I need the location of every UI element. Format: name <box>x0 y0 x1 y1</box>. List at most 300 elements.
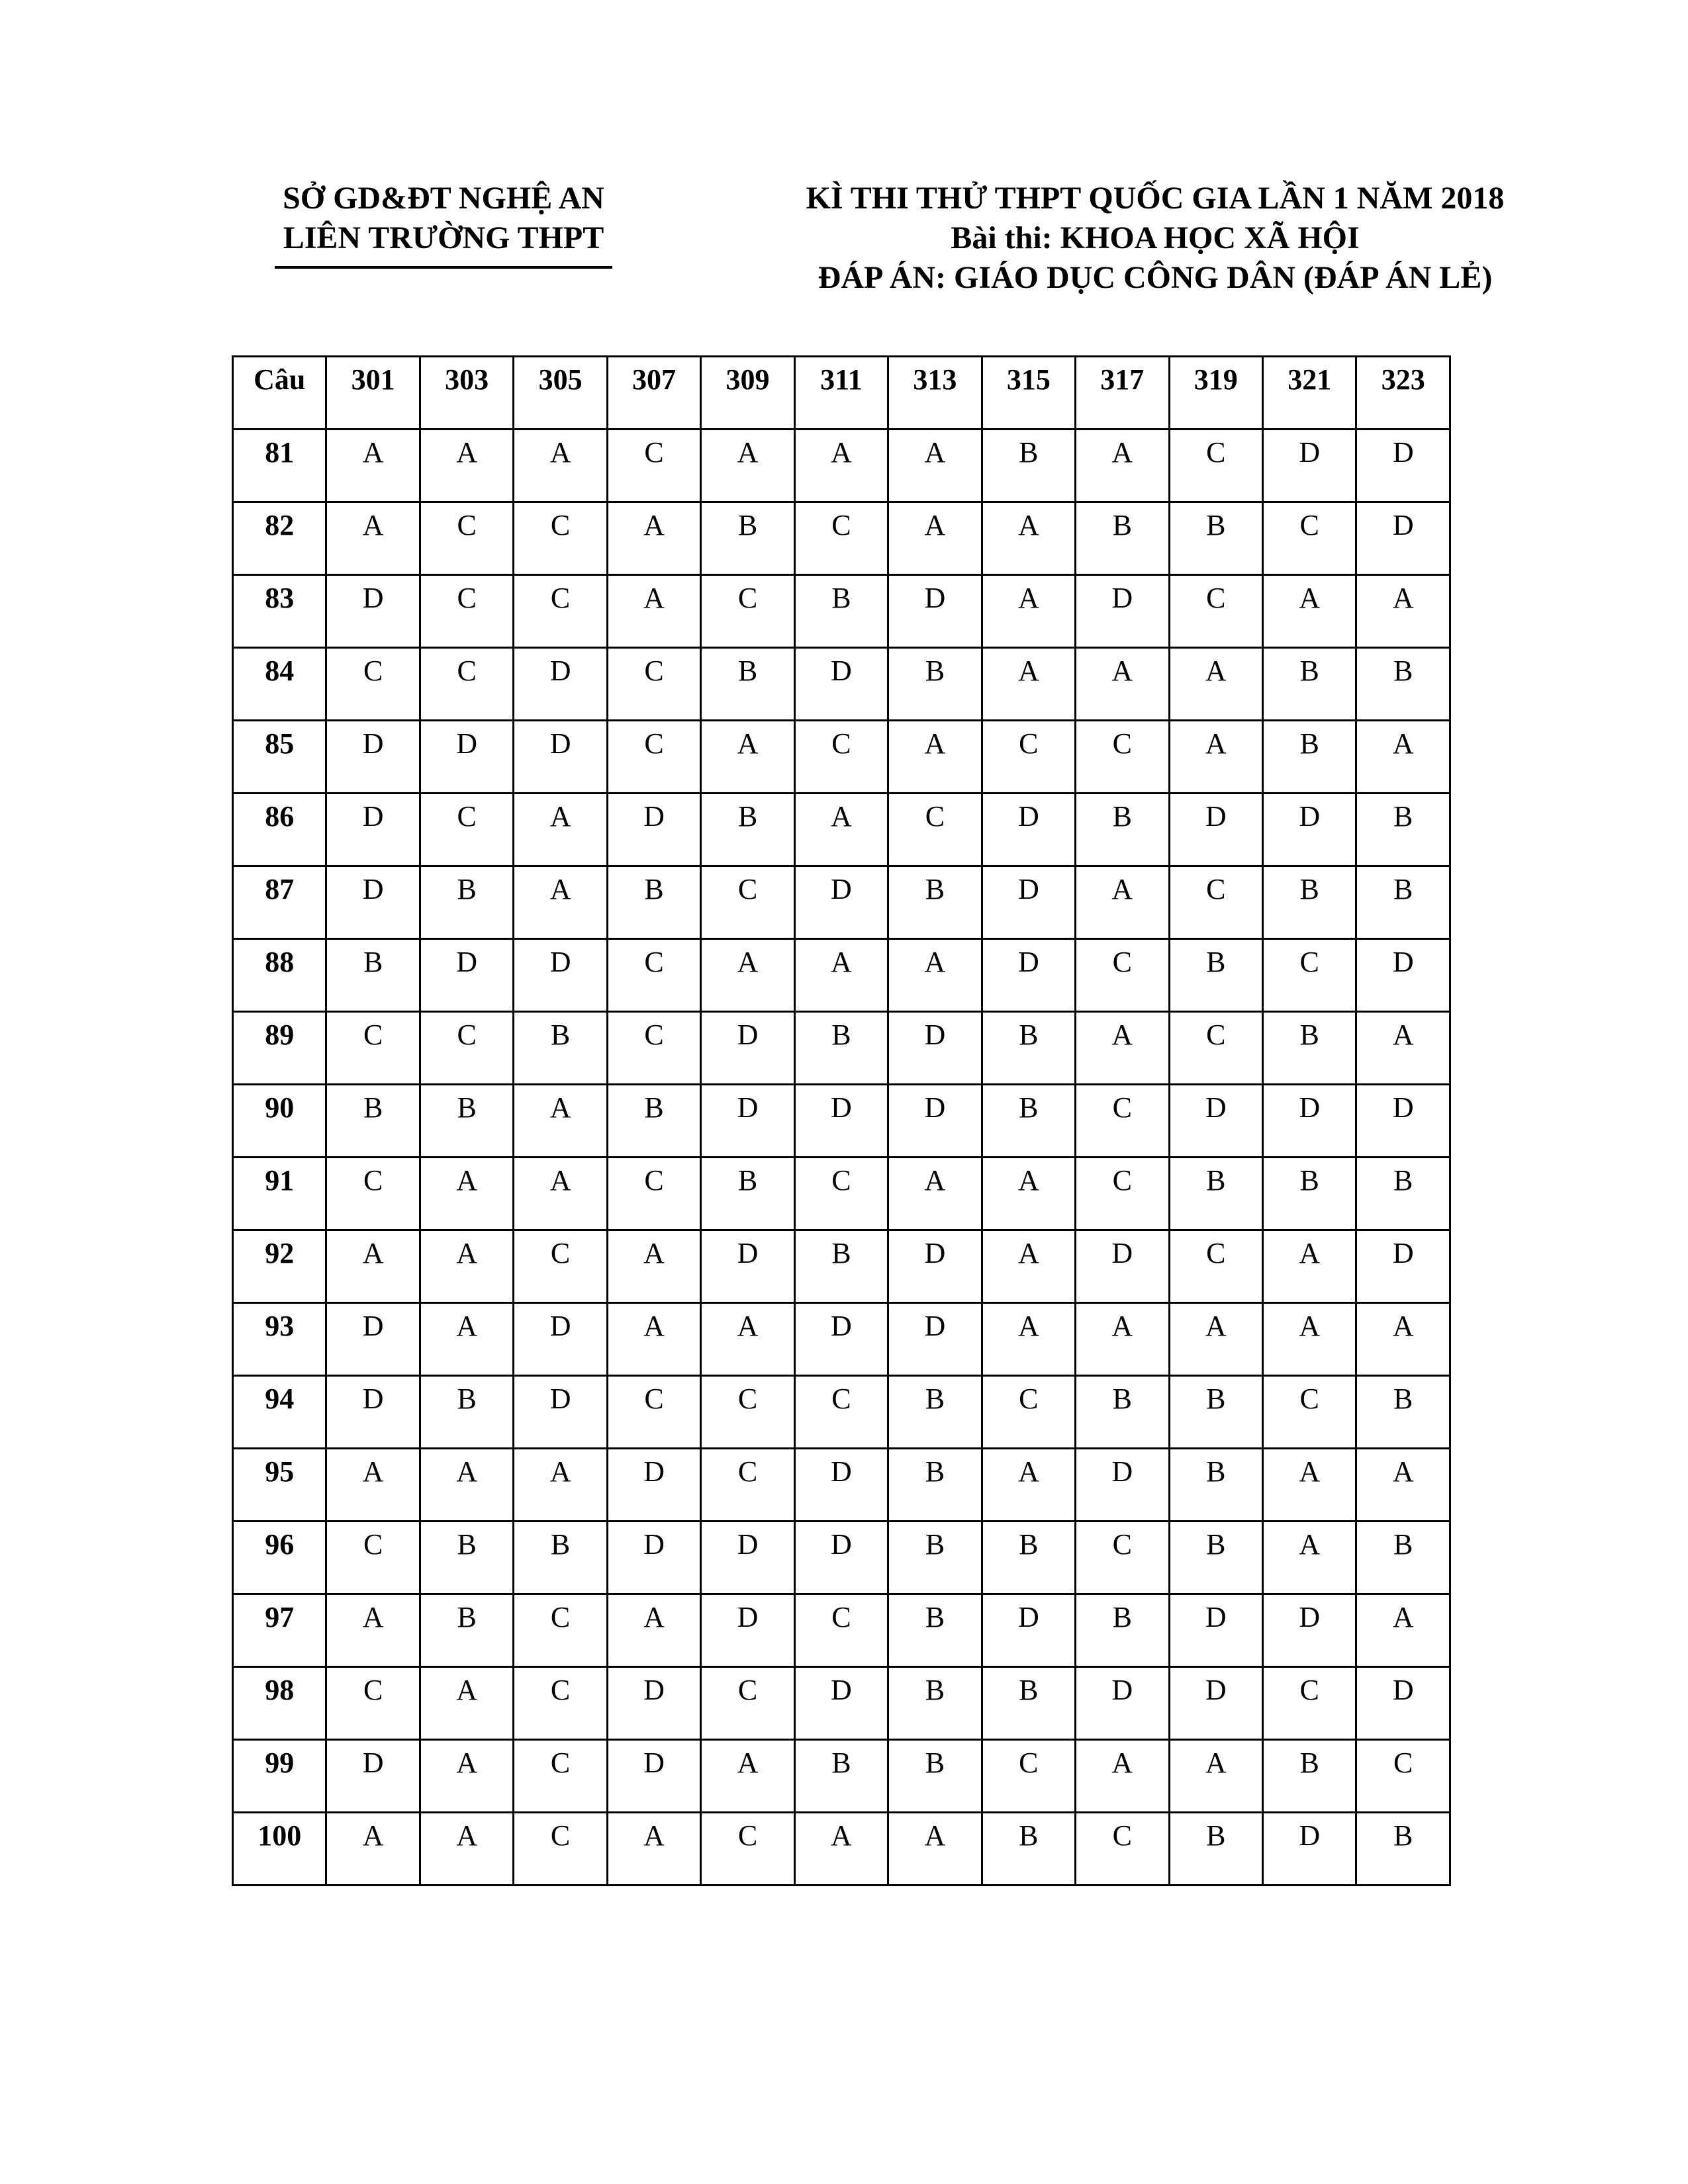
table-row <box>233 866 1450 939</box>
answer-cell: C <box>1356 1740 1450 1813</box>
answer-cell: B <box>701 502 794 575</box>
answer-cell: C <box>514 575 607 648</box>
answer-cell: B <box>1356 648 1450 721</box>
answer-cell: D <box>1169 1667 1262 1740</box>
question-number: 81 <box>233 430 326 502</box>
answer-cell: D <box>1076 1667 1169 1740</box>
answer-cell: B <box>1262 1158 1356 1230</box>
answer-cell: D <box>607 794 700 866</box>
answer-cell: A <box>794 939 888 1012</box>
answer-cell: B <box>1169 1376 1262 1449</box>
answer-cell: D <box>607 1740 700 1813</box>
column-header-exam-code: 313 <box>888 357 982 430</box>
answer-cell: D <box>701 1085 794 1158</box>
answer-cell: C <box>420 502 513 575</box>
answer-cell: B <box>982 1522 1075 1594</box>
answer-cell: A <box>982 575 1075 648</box>
exam-header <box>748 179 1562 298</box>
answer-cell: D <box>794 648 888 721</box>
answer-cell: D <box>326 1376 420 1449</box>
answer-cell: A <box>701 430 794 502</box>
answer-cell: C <box>514 502 607 575</box>
answer-cell: C <box>701 866 794 939</box>
answer-cell: A <box>1076 430 1169 502</box>
question-number: 96 <box>233 1522 326 1594</box>
answer-cell: D <box>607 1449 700 1522</box>
answer-cell: A <box>701 1740 794 1813</box>
answer-cell: A <box>1169 648 1262 721</box>
answer-cell: B <box>420 1594 513 1667</box>
column-header-exam-code: 315 <box>982 357 1075 430</box>
answer-cell: D <box>888 1085 982 1158</box>
answer-cell: C <box>701 1376 794 1449</box>
answer-cell: C <box>794 721 888 794</box>
question-number: 84 <box>233 648 326 721</box>
question-number: 89 <box>233 1012 326 1085</box>
answer-cell: A <box>1076 1012 1169 1085</box>
answer-cell: D <box>1076 575 1169 648</box>
answer-cell: C <box>514 1813 607 1886</box>
answer-cell: A <box>326 1813 420 1886</box>
school-header <box>252 179 635 269</box>
answer-cell: B <box>982 1085 1075 1158</box>
answer-cell: B <box>1356 794 1450 866</box>
answer-cell: A <box>888 939 982 1012</box>
answer-cell: C <box>701 575 794 648</box>
column-header-exam-code: 321 <box>1262 357 1356 430</box>
table-row <box>233 502 1450 575</box>
answer-cell: B <box>1169 1522 1262 1594</box>
answer-cell: D <box>607 1667 700 1740</box>
answer-cell: B <box>420 1522 513 1594</box>
answer-cell: C <box>794 502 888 575</box>
answer-cell: C <box>1169 1230 1262 1303</box>
answer-cell: A <box>420 1667 513 1740</box>
department-name: SỞ GD&ĐT NGHỆ AN <box>283 181 604 216</box>
answer-cell: B <box>1356 1813 1450 1886</box>
answer-cell: A <box>514 866 607 939</box>
answer-cell: B <box>794 1740 888 1813</box>
answer-cell: D <box>420 939 513 1012</box>
answer-cell: B <box>1356 1376 1450 1449</box>
answer-cell: C <box>701 1813 794 1886</box>
answer-cell: D <box>794 1522 888 1594</box>
answer-cell: C <box>326 1158 420 1230</box>
answer-cell: C <box>420 648 513 721</box>
question-number: 95 <box>233 1449 326 1522</box>
answer-cell: C <box>888 794 982 866</box>
column-header-exam-code: 317 <box>1076 357 1169 430</box>
table-row <box>233 1012 1450 1085</box>
answer-cell: B <box>1169 1813 1262 1886</box>
answer-cell: C <box>982 721 1075 794</box>
question-number: 83 <box>233 575 326 648</box>
answer-cell: A <box>1356 1594 1450 1667</box>
answer-cell: C <box>982 1376 1075 1449</box>
answer-cell: D <box>1356 1085 1450 1158</box>
answer-cell: B <box>888 1376 982 1449</box>
answer-cell: B <box>420 866 513 939</box>
question-number: 85 <box>233 721 326 794</box>
answer-cell: D <box>420 721 513 794</box>
answer-cell: C <box>1076 1522 1169 1594</box>
answer-cell: A <box>1076 1303 1169 1376</box>
answer-cell: C <box>1262 502 1356 575</box>
answer-cell: B <box>888 1522 982 1594</box>
answer-cell: D <box>326 866 420 939</box>
answer-cell: D <box>701 1230 794 1303</box>
answer-cell: C <box>514 1594 607 1667</box>
table-row <box>233 1085 1450 1158</box>
answer-cell: D <box>794 1085 888 1158</box>
answer-cell: D <box>701 1012 794 1085</box>
answer-cell: B <box>1356 1522 1450 1594</box>
answer-cell: D <box>1169 794 1262 866</box>
answer-cell: C <box>326 648 420 721</box>
answer-cell: A <box>607 575 700 648</box>
column-header-exam-code: 303 <box>420 357 513 430</box>
answer-cell: A <box>326 502 420 575</box>
answer-cell: B <box>982 1813 1075 1886</box>
answer-cell: B <box>1169 502 1262 575</box>
answer-cell: A <box>888 721 982 794</box>
exam-subject-line <box>748 218 1562 258</box>
question-number: 97 <box>233 1594 326 1667</box>
answer-cell: A <box>1169 721 1262 794</box>
answer-cell: A <box>888 1813 982 1886</box>
table-body <box>233 430 1450 1886</box>
answer-cell: C <box>420 794 513 866</box>
answer-cell: B <box>1356 866 1450 939</box>
answer-cell: B <box>607 1085 700 1158</box>
answer-cell: A <box>326 430 420 502</box>
answer-cell: B <box>1076 502 1169 575</box>
answer-cell: D <box>982 794 1075 866</box>
answer-cell: A <box>982 648 1075 721</box>
answer-cell: C <box>701 1667 794 1740</box>
answer-cell: C <box>701 1449 794 1522</box>
answer-cell: B <box>1262 1012 1356 1085</box>
answer-cell: B <box>982 1012 1075 1085</box>
answer-cell: A <box>607 1230 700 1303</box>
table-row <box>233 1376 1450 1449</box>
question-number: 86 <box>233 794 326 866</box>
question-number: 98 <box>233 1667 326 1740</box>
answer-cell: D <box>982 866 1075 939</box>
answer-cell: D <box>326 1740 420 1813</box>
answer-cell: C <box>794 1158 888 1230</box>
answer-cell: A <box>982 1449 1075 1522</box>
answer-cell: A <box>607 1303 700 1376</box>
answer-cell: D <box>1169 1594 1262 1667</box>
answer-cell: A <box>1169 1303 1262 1376</box>
answer-cell: C <box>1076 1085 1169 1158</box>
answer-cell: D <box>888 1230 982 1303</box>
answer-cell: C <box>514 1230 607 1303</box>
answer-cell: A <box>326 1449 420 1522</box>
question-number: 94 <box>233 1376 326 1449</box>
answer-cell: A <box>701 939 794 1012</box>
answer-cell: B <box>1076 794 1169 866</box>
answer-key-title: ĐÁP ÁN: GIÁO DỤC CÔNG DÂN (ĐÁP ÁN LẺ) <box>818 260 1493 295</box>
column-header-exam-code: 301 <box>326 357 420 430</box>
answer-cell: C <box>794 1594 888 1667</box>
answer-cell: D <box>326 794 420 866</box>
answer-cell: D <box>1076 1449 1169 1522</box>
table-row <box>233 1667 1450 1740</box>
header-underline <box>275 266 612 269</box>
answer-cell: D <box>794 1303 888 1376</box>
answer-cell: B <box>1076 1594 1169 1667</box>
answer-cell: C <box>1262 1376 1356 1449</box>
answer-cell: A <box>1262 1303 1356 1376</box>
answer-cell: B <box>1262 648 1356 721</box>
answer-cell: A <box>1356 1012 1450 1085</box>
answer-cell: B <box>888 1594 982 1667</box>
answer-cell: B <box>701 1158 794 1230</box>
table-row <box>233 1522 1450 1594</box>
answer-cell: A <box>420 430 513 502</box>
question-number: 100 <box>233 1813 326 1886</box>
answer-cell: B <box>514 1522 607 1594</box>
answer-cell: C <box>1169 430 1262 502</box>
answer-cell: C <box>607 648 700 721</box>
answer-cell: D <box>794 1449 888 1522</box>
answer-cell: A <box>607 502 700 575</box>
table-row <box>233 939 1450 1012</box>
table-header-row <box>233 357 1450 430</box>
answer-cell: B <box>420 1376 513 1449</box>
answer-cell: D <box>514 939 607 1012</box>
answer-cell: A <box>1076 866 1169 939</box>
answer-cell: A <box>1262 1522 1356 1594</box>
answer-cell: A <box>607 1594 700 1667</box>
table-row <box>233 575 1450 648</box>
answer-cell: B <box>1076 1376 1169 1449</box>
answer-cell: B <box>888 866 982 939</box>
answer-cell: D <box>326 575 420 648</box>
question-number: 91 <box>233 1158 326 1230</box>
answer-cell: D <box>1262 1813 1356 1886</box>
answer-cell: B <box>888 1667 982 1740</box>
answer-cell: A <box>607 1813 700 1886</box>
answer-cell: D <box>1076 1230 1169 1303</box>
answer-cell: A <box>420 1230 513 1303</box>
column-header-exam-code: 307 <box>607 357 700 430</box>
answer-cell: A <box>326 1594 420 1667</box>
answer-cell: C <box>420 1012 513 1085</box>
answer-cell: D <box>888 575 982 648</box>
answer-cell: C <box>1076 1813 1169 1886</box>
answer-cell: A <box>701 721 794 794</box>
question-number: 99 <box>233 1740 326 1813</box>
answer-cell: A <box>1262 1449 1356 1522</box>
answer-cell: A <box>794 1813 888 1886</box>
column-header-exam-code: 323 <box>1356 357 1450 430</box>
answer-cell: A <box>794 430 888 502</box>
answer-cell: B <box>982 1667 1075 1740</box>
answer-cell: D <box>1356 1667 1450 1740</box>
answer-cell: A <box>701 1303 794 1376</box>
question-number: 87 <box>233 866 326 939</box>
table-row <box>233 1449 1450 1522</box>
column-header-exam-code: 305 <box>514 357 607 430</box>
answer-cell: A <box>982 502 1075 575</box>
answer-cell: C <box>1076 721 1169 794</box>
answer-cell: A <box>794 794 888 866</box>
answer-cell: A <box>1262 575 1356 648</box>
answer-cell: D <box>1262 794 1356 866</box>
answer-cell: C <box>326 1012 420 1085</box>
answer-cell: A <box>1262 1230 1356 1303</box>
answer-cell: A <box>420 1740 513 1813</box>
answer-cell: B <box>326 939 420 1012</box>
answer-cell: D <box>794 1667 888 1740</box>
answer-cell: B <box>1169 939 1262 1012</box>
answer-cell: B <box>1262 721 1356 794</box>
table-row <box>233 1594 1450 1667</box>
exam-title: KÌ THI THỬ THPT QUỐC GIA LẦN 1 NĂM 2018 <box>806 181 1505 216</box>
answer-cell: D <box>701 1594 794 1667</box>
answer-cell: C <box>1076 939 1169 1012</box>
answer-cell: C <box>1169 866 1262 939</box>
answer-cell: B <box>982 430 1075 502</box>
answer-cell: D <box>982 939 1075 1012</box>
school-name: LIÊN TRƯỜNG THPT <box>283 220 604 255</box>
answer-cell: C <box>326 1667 420 1740</box>
answer-cell: D <box>326 1303 420 1376</box>
answer-cell: C <box>607 721 700 794</box>
column-header-exam-code: 319 <box>1169 357 1262 430</box>
answer-cell: B <box>514 1012 607 1085</box>
answer-cell: A <box>420 1158 513 1230</box>
exam-subject-value: KHOA HỌC XÃ HỘI <box>1052 220 1360 255</box>
answer-cell: B <box>326 1085 420 1158</box>
answer-cell: D <box>888 1012 982 1085</box>
answer-cell: A <box>514 430 607 502</box>
answer-cell: B <box>794 1012 888 1085</box>
answer-cell: B <box>607 866 700 939</box>
answer-cell: B <box>701 648 794 721</box>
answer-cell: C <box>326 1522 420 1594</box>
table-row <box>233 721 1450 794</box>
table-row <box>233 1740 1450 1813</box>
answer-cell: A <box>1356 575 1450 648</box>
answer-cell: D <box>1169 1085 1262 1158</box>
answer-cell: A <box>326 1230 420 1303</box>
answer-cell: A <box>420 1449 513 1522</box>
answer-cell: B <box>420 1085 513 1158</box>
answer-cell: A <box>982 1303 1075 1376</box>
answer-cell: A <box>1076 648 1169 721</box>
answer-cell: D <box>1356 939 1450 1012</box>
answer-cell: A <box>1169 1740 1262 1813</box>
question-number: 92 <box>233 1230 326 1303</box>
answer-cell: A <box>514 794 607 866</box>
answer-cell: A <box>420 1303 513 1376</box>
column-header-exam-code: 311 <box>794 357 888 430</box>
answer-cell: A <box>1356 1303 1450 1376</box>
answer-cell: C <box>514 1667 607 1740</box>
answer-cell: D <box>1262 1594 1356 1667</box>
answer-cell: B <box>1169 1158 1262 1230</box>
answer-cell: A <box>514 1449 607 1522</box>
answer-cell: B <box>794 575 888 648</box>
answer-cell: D <box>701 1522 794 1594</box>
answer-cell: C <box>607 1376 700 1449</box>
answer-cell: C <box>1262 939 1356 1012</box>
answer-cell: C <box>607 430 700 502</box>
answer-cell: D <box>514 1303 607 1376</box>
answer-cell: A <box>888 502 982 575</box>
answer-cell: A <box>514 1158 607 1230</box>
answer-cell: D <box>514 648 607 721</box>
table-row <box>233 1303 1450 1376</box>
answer-cell: C <box>607 1158 700 1230</box>
answer-cell: A <box>888 1158 982 1230</box>
answer-cell: D <box>326 721 420 794</box>
answer-cell: B <box>888 1740 982 1813</box>
answer-cell: D <box>982 1594 1075 1667</box>
table-row <box>233 430 1450 502</box>
answer-cell: C <box>1169 575 1262 648</box>
answer-cell: B <box>701 794 794 866</box>
answer-cell: A <box>1076 1740 1169 1813</box>
answer-cell: C <box>1076 1158 1169 1230</box>
answer-cell: D <box>1356 1230 1450 1303</box>
answer-key-table <box>232 355 1451 1886</box>
answer-cell: B <box>1262 866 1356 939</box>
answer-cell: A <box>982 1158 1075 1230</box>
answer-cell: B <box>1262 1740 1356 1813</box>
answer-cell: D <box>1262 430 1356 502</box>
answer-cell: D <box>514 1376 607 1449</box>
table-row <box>233 1158 1450 1230</box>
answer-cell: C <box>982 1740 1075 1813</box>
answer-cell: B <box>888 648 982 721</box>
answer-cell: B <box>1169 1449 1262 1522</box>
table-row <box>233 1230 1450 1303</box>
question-number: 82 <box>233 502 326 575</box>
answer-cell: A <box>1356 721 1450 794</box>
answer-cell: B <box>794 1230 888 1303</box>
question-number: 90 <box>233 1085 326 1158</box>
answer-cell: D <box>794 866 888 939</box>
exam-subject-label: Bài thi: <box>951 220 1053 255</box>
answer-cell: A <box>420 1813 513 1886</box>
column-header-question: Câu <box>233 357 326 430</box>
answer-cell: A <box>888 430 982 502</box>
column-header-exam-code: 309 <box>701 357 794 430</box>
answer-cell: C <box>607 1012 700 1085</box>
answer-cell: D <box>607 1522 700 1594</box>
answer-cell: C <box>794 1376 888 1449</box>
answer-cell: D <box>1262 1085 1356 1158</box>
answer-cell: C <box>1169 1012 1262 1085</box>
answer-cell: D <box>1356 502 1450 575</box>
answer-cell: A <box>1356 1449 1450 1522</box>
question-number: 93 <box>233 1303 326 1376</box>
table-row <box>233 1813 1450 1886</box>
table-row <box>233 648 1450 721</box>
answer-cell: D <box>888 1303 982 1376</box>
answer-cell: A <box>982 1230 1075 1303</box>
table-row <box>233 794 1450 866</box>
question-number: 88 <box>233 939 326 1012</box>
answer-cell: C <box>607 939 700 1012</box>
answer-cell: C <box>514 1740 607 1813</box>
answer-cell: D <box>1356 430 1450 502</box>
